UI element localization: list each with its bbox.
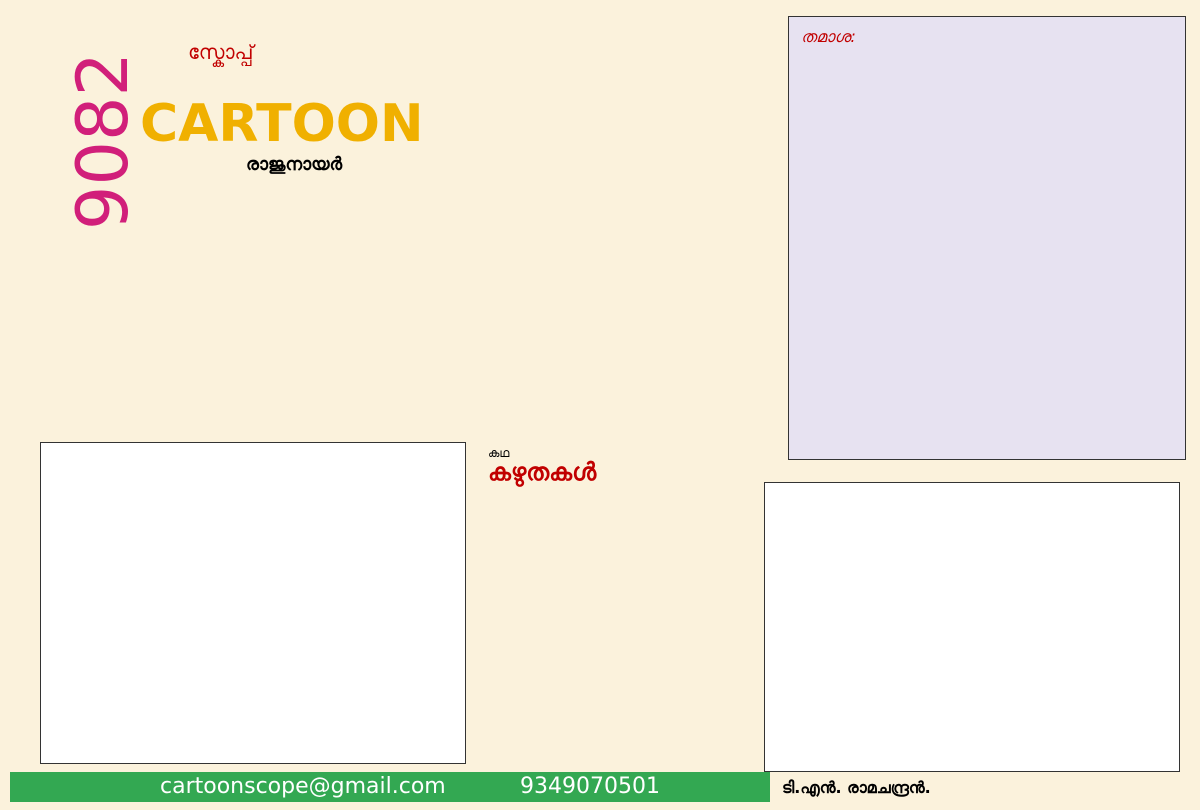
left-cartoon [40, 442, 466, 764]
tamasha-panel [788, 16, 1186, 460]
tamasha-heading: തമാശ: [801, 27, 856, 46]
page-number: 9082 [62, 51, 145, 231]
footer-email: cartoonscope@gmail.com [160, 774, 446, 799]
masthead [96, 14, 424, 186]
footer-phone: 9349070501 [520, 774, 660, 799]
story-title: കഴുതകൾ [488, 458, 597, 486]
footer-contact-bar [10, 772, 770, 802]
masthead-author: രാജുനായർ [246, 154, 343, 175]
scope-label: സ്കോപ്പ് [188, 40, 254, 64]
cartoon-title: CARTOON [140, 94, 424, 154]
footer-credit: ടി.എൻ. രാമചന്ദ്രൻ. [782, 778, 931, 797]
right-cartoon [764, 482, 1180, 772]
story-kicker: കഥ [488, 446, 510, 460]
